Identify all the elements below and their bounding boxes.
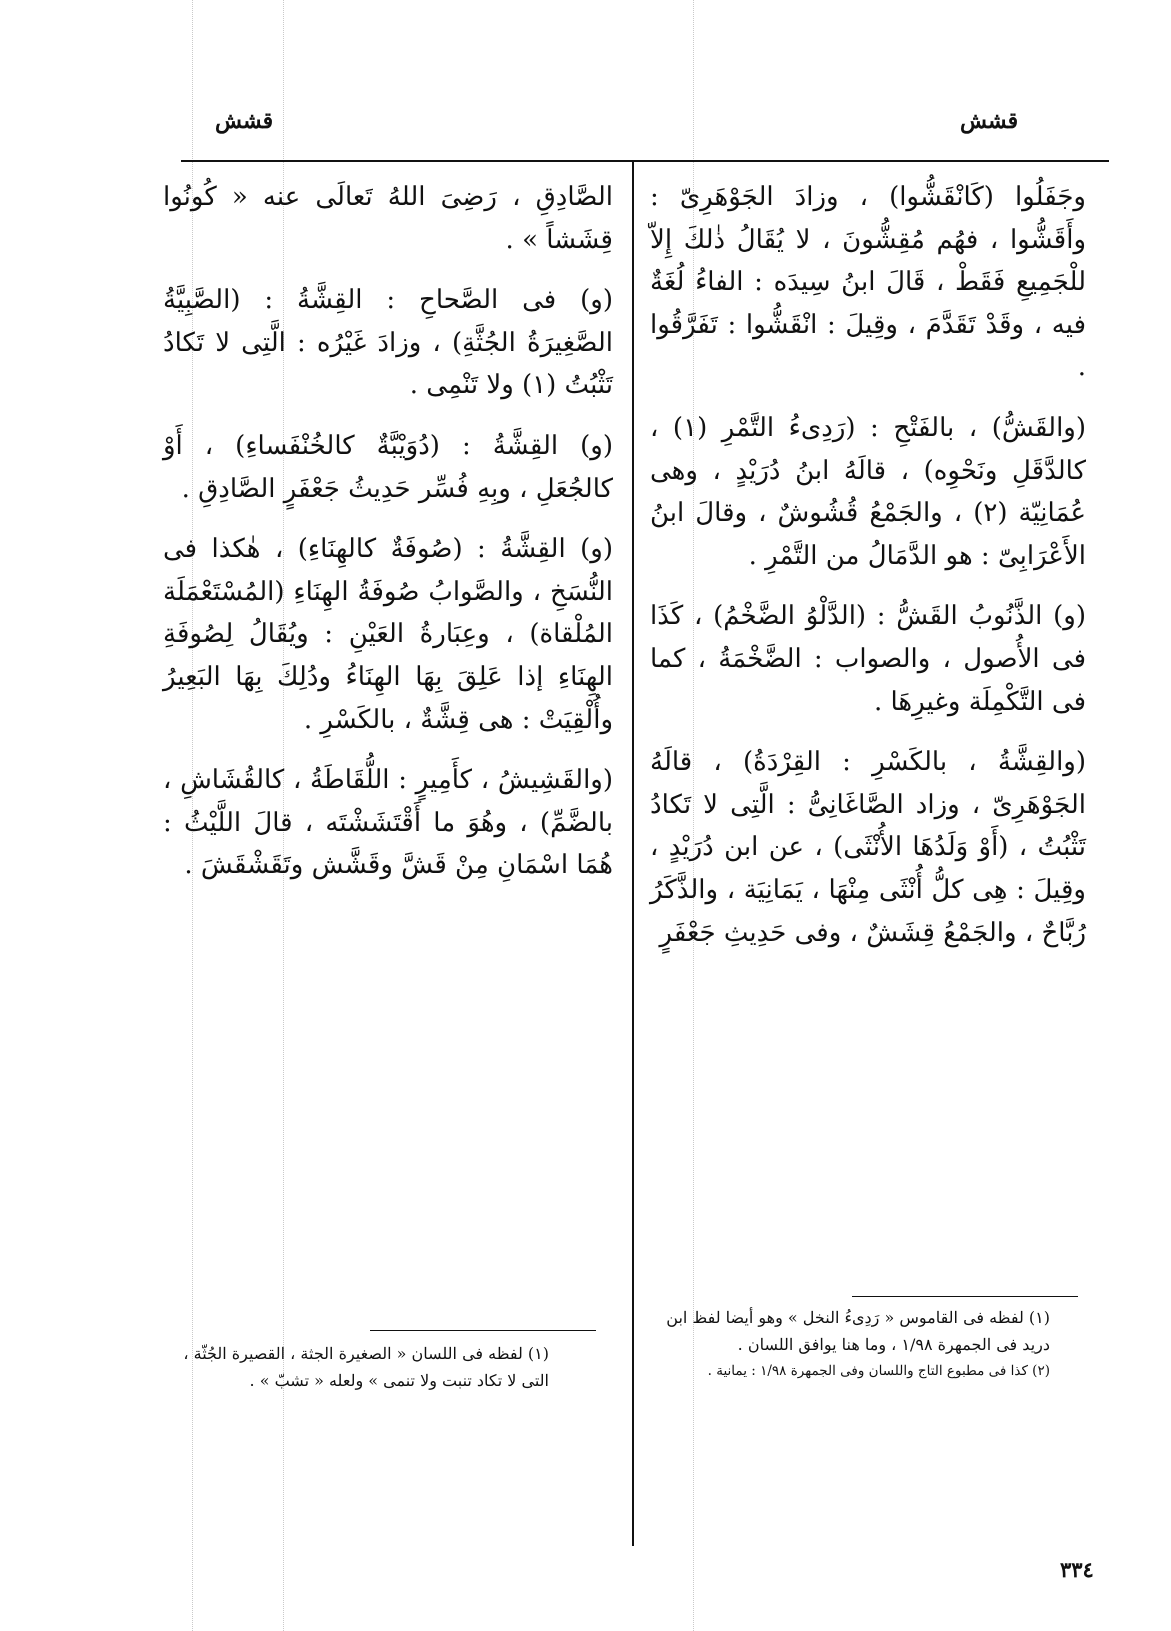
paragraph: (و) فى الصَّحاحِ : القِشَّةُ : (الصَّبِيَّةُ الصَّغِيرَةُ الجُثَّةِ) ، وزادَ غَيْرُه : الَّتِى لا تَكادُ تَثْبُتُ (١) ولا تَنْمِى . [163,285,613,401]
footnote: (١) لفظه فى القاموس « رَدِىءُ النخل » وهو أيضا لفظ ابن دريد فى الجمهرة ١/٩٨ ، وما هنا يوافق اللسان . [666,1308,1050,1354]
right-column [650,176,1086,954]
paragraph: الصَّادِقِ ، رَضِىَ اللهُ تَعالَى عنه « كُونُوا قِشَشاً » . [163,182,613,255]
footnote: (٢) كذا فى مطبوع التاج واللسان وفى الجمهرة ١/٩٨ : يمانية . [707,1363,1050,1379]
footnote-rule [852,1296,1078,1297]
footnote: (١) لفظه فى اللسان « الصغيرة الجثة ، القصيرة الجُثّة ، التى لا تكاد تنبت ولا تنمى » ولعله « تشبّ » . [183,1344,549,1390]
left-column [163,176,613,887]
paragraph: (والقَشِيشُ ، كأَمِيرٍ : اللُّقَاطَةُ ، كالقُشَاشِ ، بالضَّمِّ) ، وهُوَ ما أَقْتَشَشْتَه ، قالَ اللَّيْثُ : هُمَا اسْمَانِ مِنْ قَشَّ وقَشَّش وتَقَشْقَشَ . [163,765,614,881]
running-header-right: قشش [960,108,1019,134]
paragraph: (و) القِشَّةُ : (دُوَيْبَّةٌ كالخُنْفَساءِ) ، أَوْ كالجُعَلِ ، وبِهِ فُسِّر حَدِيثُ جَعْفَرٍ الصَّادِقِ . [163,430,613,504]
header-rule [181,160,1109,162]
column-divider [632,160,634,1546]
paragraph: (والقَشُّ) ، بالفَتْحِ : (رَدِىءُ التَّمْرِ (١) ، كالدَّقَلِ ونَحْوِه) ، قالَهُ ابنُ دُرَيْدٍ ، وهى عُمَانِيّة (٢) ، والجَمْعُ قُشُوشٌ ، وقالَ ابنُ الأَعْرَابِىّ : هو الدَّمَالُ من التَّمْرِ . [650,412,1086,571]
paragraph: (و) الذَّنُوبُ القَشُّ : (الدَّلْوُ الضَّخْمُ) ، كَذَا فى الأُصول ، والصواب : الضَّخْمَةُ ، كما فى التَّكْمِلَة وغيرِهَا . [650,601,1086,717]
footnote-rule [370,1330,596,1331]
paragraph: وجَفَلُوا (كَانْقَشُّوا) ، وزادَ الجَوْهَرِىّ : وأَقَشُّوا ، فهُم مُقِشُّونَ ، لا يُقَالُ ذٰلكَ إِلاّ للْجَمِيعِ فَقَطْ ، قَالَ ابنُ سِيدَه : الفاءُ لُغَةٌ فيه ، وقَدْ تَقَدَّمَ ، وقِيلَ : انْقَشُّوا : تَفَرَّقُوا . [650,182,1086,383]
left-footnotes [163,1340,549,1394]
page-number: ٣٣٤ [1060,1557,1094,1582]
right-footnotes [640,1304,1050,1381]
running-header-left: قشش [215,108,274,134]
paragraph: (والقِشَّةُ ، بالكَسْرِ : القِرْدَةُ) ، قالَهُ الجَوْهَرِىّ ، وزاد الصَّاغَانِىُّ : الَّتِى لا تَكادُ تَثْبُتُ ، (أَوْ وَلَدُهَا الأُنْثَى) ، عن ابن دُرَيْدٍ ، وقِيلَ : هِى كلُّ أُنْثَى مِنْهَا ، يَمَانِيَة ، والذَّكَرُ رُبَّاحٌ ، والجَمْعُ قِشَشٌ ، وفى حَدِيثِ جَعْفَرٍ [650,747,1086,948]
paragraph: (و) القِشَّةُ : (صُوفَةٌ كالهِنَاءِ) ، هٰكذا فى النُّسَخِ ، والصَّوابُ صُوفَةُ الهِنَاءِ (المُسْتَعْمَلَة المُلْقاة) ، وعِبَارةُ العَيْنِ : ويُقَالُ لِصُوفَةِ الهِنَاءِ إذا عَلِقَ بِهَا الهِنَاءُ ودُلِكَ بِهَا البَعِيرُ وأُلْقِيَتْ : هى قِشَّةٌ ، بالكَسْرِ . [163,534,613,735]
